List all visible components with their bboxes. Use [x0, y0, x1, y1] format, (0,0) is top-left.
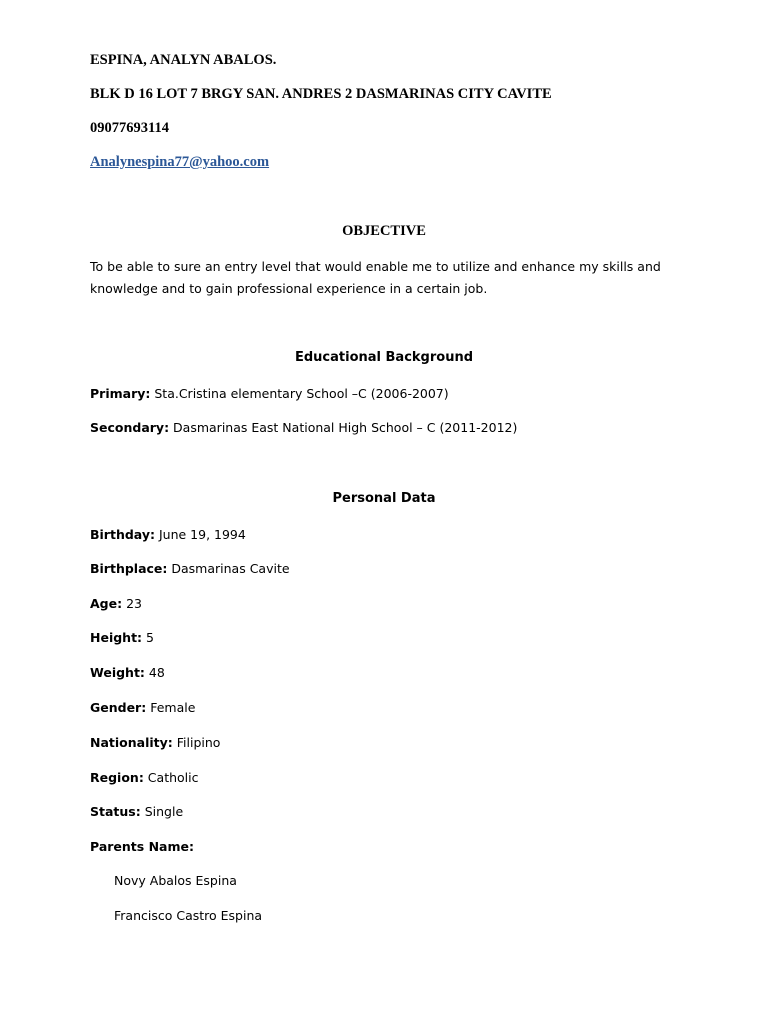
weight-value: 48: [144, 665, 165, 680]
primary-label: Primary:: [90, 386, 151, 401]
height-label: Height:: [90, 630, 143, 645]
birthday-row: [90, 527, 246, 542]
region-value: Catholic: [143, 770, 199, 785]
age-value: 23: [122, 596, 142, 611]
age-row: [90, 596, 142, 611]
applicant-email-link[interactable]: Analynespina77@yahoo.com: [90, 154, 270, 170]
status-row: [90, 804, 183, 819]
education-primary: [90, 386, 449, 401]
parent-mother: Novy Abalos Espina: [114, 873, 237, 888]
applicant-phone: 09077693114: [90, 120, 169, 136]
nationality-value: Filipino: [172, 735, 221, 750]
parents-name-label: Parents Name:: [90, 839, 194, 854]
region-row: [90, 770, 198, 785]
parent-father: Francisco Castro Espina: [114, 908, 263, 923]
applicant-address: BLK D 16 LOT 7 BRGY SAN. ANDRES 2 DASMARINAS CITY CAVITE: [90, 86, 552, 102]
education-secondary: [90, 420, 517, 435]
weight-row: [90, 665, 165, 680]
personal-data-heading: Personal Data: [332, 491, 436, 506]
nationality-label: Nationality:: [90, 735, 173, 750]
height-row: [90, 630, 154, 645]
primary-value: Sta.Cristina elementary School –C (2006-2007): [150, 386, 449, 401]
education-heading: Educational Background: [294, 350, 474, 365]
region-label: Region:: [90, 770, 144, 785]
birthplace-row: [90, 561, 290, 576]
applicant-name: ESPINA, ANALYN ABALOS.: [90, 52, 277, 68]
parents-name-row: [90, 839, 194, 854]
birthday-label: Birthday:: [90, 527, 155, 542]
status-label: Status:: [90, 804, 141, 819]
nationality-row: [90, 735, 220, 750]
status-value: Single: [140, 804, 184, 819]
gender-value: Female: [146, 700, 196, 715]
secondary-label: Secondary:: [90, 420, 170, 435]
birthplace-label: Birthplace:: [90, 561, 168, 576]
gender-label: Gender:: [90, 700, 147, 715]
objective-heading: OBJECTIVE: [342, 223, 426, 239]
age-label: Age:: [90, 596, 123, 611]
gender-row: [90, 700, 195, 715]
weight-label: Weight:: [90, 665, 145, 680]
height-value: 5: [142, 630, 154, 645]
secondary-value: Dasmarinas East National High School – C (2011-2012): [169, 420, 518, 435]
objective-text: To be able to sure an entry level that would enable me to utilize and enhance my skills and knowledge and to gain professional experience in a certain job.: [90, 259, 661, 296]
birthplace-value: Dasmarinas Cavite: [167, 561, 290, 576]
birthday-value: June 19, 1994: [155, 527, 246, 542]
